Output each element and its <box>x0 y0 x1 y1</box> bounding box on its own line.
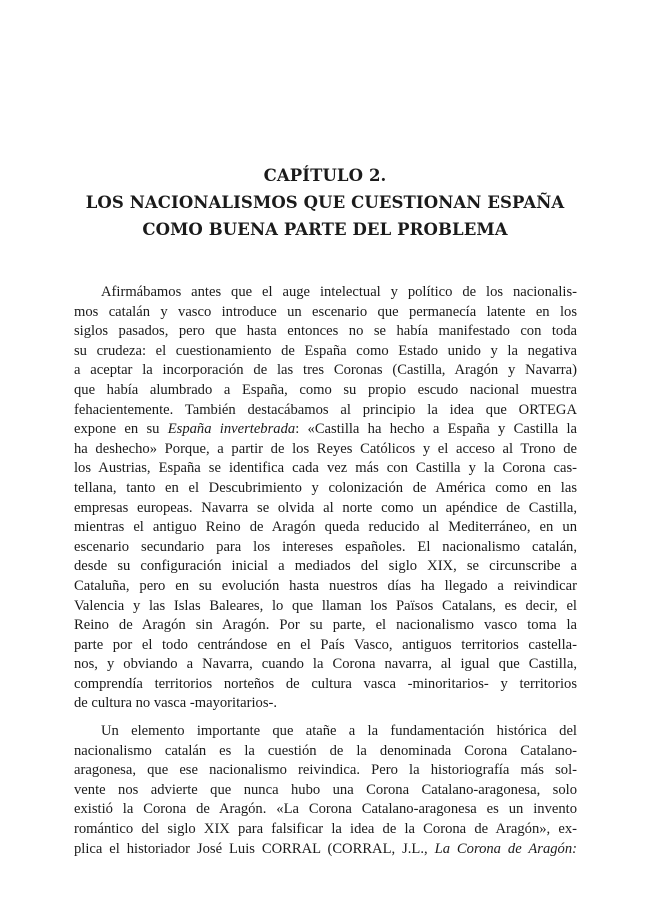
text-segment: expone en su <box>74 421 168 438</box>
text-line: existió la Corona de Aragón. «La Corona Catalano-aragonesa es un invento <box>74 801 577 818</box>
text-line: nos, y obviando a Navarra, cuando la Corona navarra, al igual que Castilla, <box>74 656 577 673</box>
text-line: Un elemento importante que atañe a la fundamentación histórica del <box>101 723 577 740</box>
text-line: nacionalismo catalán es la cuestión de la denominada Corona Catalano- <box>74 742 577 759</box>
chapter-title-line-2: COMO BUENA PARTE DEL PROBLEMA <box>142 220 508 239</box>
text-line: mientras el antiguo Reino de Aragón queda reducido al Mediterráneo, en un <box>74 519 577 536</box>
text-line: fehacientemente. También destacábamos al principio la idea que ORTEGA <box>74 401 577 418</box>
paragraph-1 <box>74 283 577 714</box>
text-line: de cultura no vasca -mayoritarios-. <box>74 695 278 712</box>
text-line: su crudeza: el cuestionamiento de España como Estado unido y la negativa <box>74 342 577 359</box>
chapter-number: CAPÍTULO 2. <box>263 166 387 185</box>
text-line: vente nos advierte que nunca hubo una Corona Catalano-aragonesa, solo <box>74 781 577 798</box>
paragraph-2 <box>74 722 577 859</box>
paragraph-spacer <box>74 714 577 722</box>
text-line: los Austrias, España se identifica cada vez más con Castilla y la Corona cas- <box>74 460 577 477</box>
text-line: empresas europeas. Navarra se olvida al norte como un apéndice de Castilla, <box>74 499 577 516</box>
text-line: mos catalán y vasco introduce un escenario que permanecía latente en los <box>74 303 577 320</box>
text-line: escenario secundario para los intereses españoles. El nacionalismo catalán, <box>74 538 577 555</box>
body-text <box>74 283 577 859</box>
text-line: siglos pasados, pero que hasta entonces no se había manifestado con toda <box>74 323 577 340</box>
text-line: Valencia y las Islas Baleares, lo que llaman los Països Catalans, es decir, el <box>74 597 577 614</box>
text-segment: plica el historiador José Luis CORRAL (CORRAL, J.L., <box>74 840 435 857</box>
text-line: tellana, tanto en el Descubrimiento y colonización de América como en las <box>74 479 577 496</box>
text-line: Cataluña, pero en su evolución hasta nuestros días ha llegado a reivindicar <box>74 577 577 594</box>
text-line: Afirmábamos antes que el auge intelectual y político de los nacionalis- <box>101 284 577 300</box>
chapter-title-line-1: LOS NACIONALISMOS QUE CUESTIONAN ESPAÑA <box>85 193 565 212</box>
text-line <box>74 840 577 860</box>
text-line: romántico del siglo XIX para falsificar la idea de la Corona de Aragón», ex- <box>74 821 577 838</box>
book-title-italic: España invertebrada <box>167 421 296 438</box>
text-line: a aceptar la incorporación de las tres Coronas (Castilla, Aragón y Navarra) <box>74 362 577 379</box>
text-line: Reino de Aragón sin Aragón. Por su parte, el nacionalismo vasco toma la <box>74 617 577 634</box>
chapter-heading <box>70 162 580 243</box>
text-line: aragonesa, que ese nacionalismo reivindica. Pero la historiografía más sol- <box>74 762 577 779</box>
text-line <box>74 420 577 440</box>
book-title-italic: La Corona de Aragón: <box>434 840 578 857</box>
text-line: parte por el todo centrándose en el País Vasco, antiguos territorios castella- <box>74 636 577 653</box>
text-line: que había alumbrado a España, como su propio escudo nacional muestra <box>74 381 577 398</box>
text-line: comprendía territorios norteños de cultura vasca -minoritarios- y territorios <box>74 675 577 692</box>
text-line: ha deshecho» Porque, a partir de los Reyes Católicos y el acceso al Trono de <box>74 440 577 457</box>
text-line: desde su configuración inicial a mediados del siglo XIX, se circunscribe a <box>74 558 577 575</box>
text-segment: : «Castilla ha hecho a España y Castilla la <box>295 421 577 438</box>
